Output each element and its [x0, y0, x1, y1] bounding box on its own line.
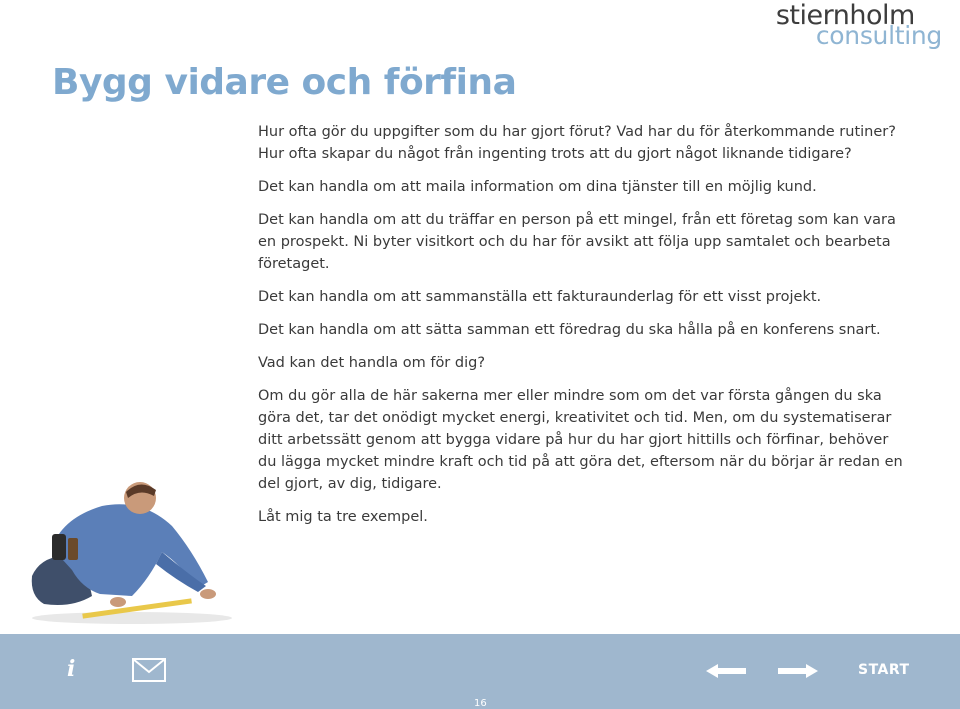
brand-logo — [776, 2, 942, 48]
paragraph: Det kan handla om att maila information om dina tjänster till en möjlig kund. — [258, 179, 817, 195]
arrow-left-icon[interactable] — [706, 664, 746, 678]
arrow-right-icon[interactable] — [778, 664, 818, 678]
paragraph: Det kan handla om att sätta samman ett föredrag du ska hålla på en konferens snart. — [258, 322, 881, 338]
mail-icon[interactable] — [132, 658, 166, 682]
paragraph: Låt mig ta tre exempel. — [258, 509, 428, 525]
body-text — [258, 121, 908, 539]
paragraph: Det kan handla om att sammanställa ett fakturaunderlag för ett visst projekt. — [258, 289, 822, 305]
logo-line-1: stiernholm — [775, 0, 915, 31]
logo-line-2: consulting — [815, 21, 942, 50]
paragraph: Hur ofta gör du uppgifter som du har gjort förut? Vad har du för återkommande rutiner? Hur ofta skapar du något från ingenting trots att du gjort något liknande tidigare? — [258, 124, 896, 162]
info-icon[interactable]: i — [67, 656, 76, 682]
page-number: 16 — [474, 698, 487, 709]
paragraph: Vad kan det handla om för dig? — [258, 355, 486, 371]
page-title: Bygg vidare och förfina — [52, 62, 517, 103]
paragraph: Det kan handla om att du träffar en person på ett mingel, från ett företag som kan vara en prospekt. Ni byter visitkort och du har för avsikt att följa upp samtalet och bearbeta företaget. — [258, 212, 896, 272]
paragraph: Om du gör alla de här sakerna mer eller mindre som om det var första gången du ska göra det, tar det onödigt mycket energi, kreativitet och tid. Men, om du systematiserar ditt arbetssätt genom att bygga vidare på hur du har gjort hittills och förfinar, behöver du lägga mycket mindre kraft och tid på att göra det, eftersom när du börjar är redan en del gjort, av dig, tidigare. — [258, 388, 903, 492]
worker-measuring-illustration — [22, 478, 262, 628]
start-button[interactable]: START — [858, 662, 910, 678]
footer-bar — [0, 634, 960, 709]
